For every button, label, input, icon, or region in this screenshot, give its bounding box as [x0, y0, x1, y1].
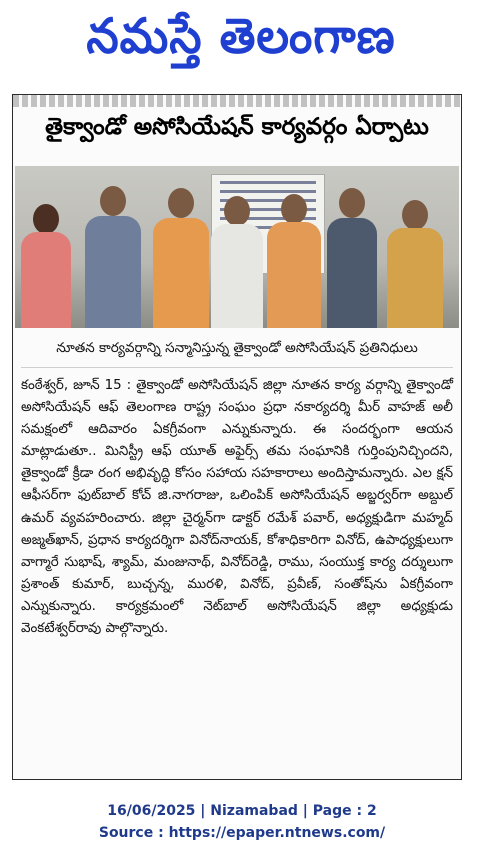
person-figure: [153, 182, 209, 328]
page-footer: [0, 800, 484, 844]
person-figure: [327, 182, 377, 328]
photo-caption: నూతన కార్యవర్గాన్ని సన్మానిస్తున్న తైక్వాండో అసోసియేషన్ ప్రతినిధులు: [56, 340, 418, 356]
caption-divider: [21, 367, 453, 368]
newspaper-masthead: [6, 6, 476, 78]
article-body: కంఠేశ్వర్, జూన్ 15 : తైక్వాండో అసోసియేషన్ జిల్లా నూతన కార్య వర్గాన్ని తైక్వాండో అసోసియేషన్ ఆఫ్ తెలంగాణ రాష్ట్ర సంఘం ప్రధా నకార్యదర్శి మీర్ వాహజ్ అలీ సమక్షంలో ఆదివారం ఏకగ్రీవంగా ఎన్నుకున్నారు. ఈ సందర్భంగా ఆయన మాట్లాడుతూ.. మినిస్ట్రీ ఆఫ్ యూత్ అఫైర్స్ తమ సంఘానికి గుర్తింపునిచ్చిందని, తైక్వాండో క్రీడా రంగ అభివృద్ధి కోసం సహాయ సహకారాలు అందిస్తామన్నారు. ఎల క్షన్ ఆఫీసర్‌గా ఫుట్‌బాల్ కోచ్ జి.నాగరాజు, ఒలింపిక్ అసోసియేషన్ అబ్జర్వర్‌గా అబ్దుల్ ఉమర్ వ్యవహరించారు. జిల్లా చైర్మన్‌గా డాక్టర్ రమేశ్ పవార్, అధ్యక్షుడిగా మహ్మద్ అజ్మత్‌ఖాన్, ప్రధాన కార్యదర్శిగా వినోద్‌నాయక్, కోశాధికారిగా వినోద్, ఉపాధ్యక్షులుగా వాగ్మారే సుభాష్, శ్యామ్, మంజునాథ్, వినోద్‌రెడ్డి, రాము, సంయుక్త కార్య దర్శులుగా ప్రశాంత్ కుమార్, బుచ్చన్న, మురళి, వినోద్, ప్రవీణ్, సంతోష్‌ను ఏకగ్రీవంగా ఎన్నుకున్నారు. కార్యక్రమంలో నెట్‌బాల్ అసోసియేషన్ జిల్లా అధ్యక్షుడు వెంకటేశ్వర్‌రావు పాల్గొన్నారు.: [21, 378, 453, 637]
person-figure: [387, 194, 443, 328]
person-figure: [21, 198, 71, 328]
edition-info: 16/06/2025 | Nizamabad | Page : 2: [107, 803, 377, 819]
person-figure: [85, 178, 141, 328]
source-link[interactable]: Source : https://epaper.ntnews.com/: [98, 825, 386, 841]
person-figure: [267, 188, 321, 328]
masthead-title: నమస్తే తెలంగాణ: [86, 7, 396, 65]
person-figure: [211, 190, 263, 328]
clipping-cut-edge: [13, 95, 461, 107]
article-headline: తైక్వాండో అసోసియేషన్ కార్యవర్గం ఏర్పాటు: [45, 114, 429, 140]
article-clipping: [12, 94, 462, 780]
news-photo: [15, 166, 459, 328]
